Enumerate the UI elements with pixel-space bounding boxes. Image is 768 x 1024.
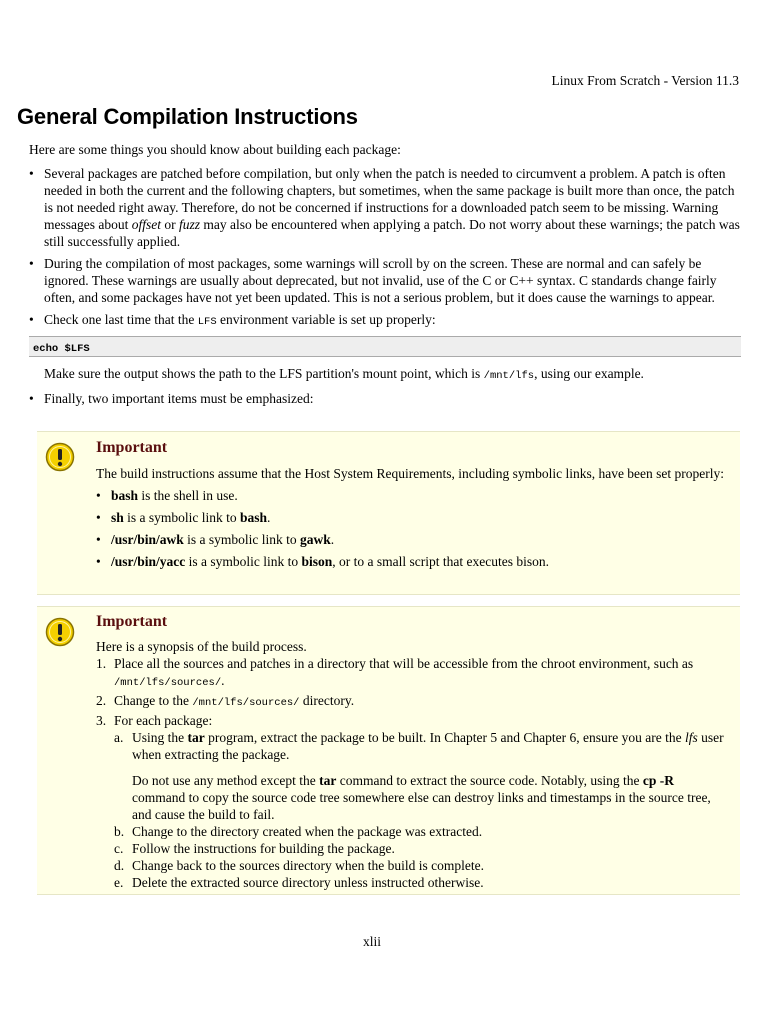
note-heading: Important bbox=[96, 613, 168, 630]
page-number: xlii bbox=[362, 934, 381, 949]
intro-text: Here are some things you should know about building each package: bbox=[29, 142, 401, 157]
running-header: Linux From Scratch - Version 11.3 bbox=[551, 73, 739, 88]
substep-item: a. Using the tar program, extract the package to be built. In Chapter 5 and Chapter 6, ensure you are the lfs user when extracting the package. Do not use any method except the tar command to extract the source code. Notably, using the cp -R command to copy the source code tree somewhere else can destroy links and timestamps in the source tree, and cause the build to fail. bbox=[114, 729, 730, 823]
bullet-dot: • bbox=[29, 391, 34, 406]
bullet-dot: • bbox=[29, 166, 34, 181]
instructions-list bbox=[29, 165, 741, 407]
step-item: 1. Place all the sources and patches in a directory that will be accessible from the chroot environment, such as /mnt/lfs/sources/. bbox=[96, 656, 694, 689]
substep-item: b. Change to the directory created when the package was extracted. bbox=[114, 824, 483, 839]
inline-code-lfs: LFS bbox=[197, 316, 217, 328]
important-note-build-synopsis bbox=[37, 606, 740, 895]
list-item: • sh is a symbolic link to bash. bbox=[96, 510, 271, 525]
substep-item: d. Change back to the sources directory when the build is complete. bbox=[114, 858, 485, 873]
page-title: General Compilation Instructions bbox=[17, 104, 358, 129]
package-substeps-list bbox=[114, 729, 730, 891]
list-item-warnings: • During the compilation of most packages, some warnings will scroll by on the screen. These are normal and can safely be ignored. These warnings are usually about deprecated, but not invalid, use of the C or C++ syntax. C standards change fairly often, and some packages have not yet been updated. This is not a serious problem, but it does cause the warnings to appear. bbox=[29, 256, 717, 305]
main-content bbox=[29, 141, 741, 412]
list-item: • bash is the shell in use. bbox=[96, 488, 238, 503]
note-heading: Important bbox=[96, 439, 168, 456]
step-item: 2. Change to the /mnt/lfs/sources/ directory. bbox=[96, 693, 355, 709]
bullet-dot: • bbox=[29, 256, 34, 271]
mount-point-note: Make sure the output shows the path to the LFS partition's mount point, which is /mnt/lfs, using our example. bbox=[44, 366, 644, 382]
list-item-check-lfs: • Check one last time that the LFS environment variable is set up properly: echo $LFS Make sure the output shows the path to the LFS partition's mount point, which is /mnt/lfs, using our example. bbox=[29, 311, 741, 385]
inline-code-path: /mnt/lfs/sources/ bbox=[114, 677, 222, 689]
list-item-important-items: • Finally, two important items must be emphasized: bbox=[29, 391, 314, 406]
substep-item: e. Delete the extracted source directory unless instructed otherwise. bbox=[114, 875, 484, 890]
warning-exclamation-icon bbox=[45, 442, 75, 472]
symlink-list bbox=[96, 487, 730, 570]
inline-code-path: /mnt/lfs bbox=[483, 370, 535, 382]
note-paragraph: The build instructions assume that the Host System Requirements, including symbolic links, have been set properly: bbox=[96, 466, 725, 481]
step-item: 3. For each package: a. Using the tar program, extract the package to be built. In Chapter 5 and Chapter 6, ensure you are the lfs user when extracting the package. Do not use any method except the tar command to extract the source code. Notably, using the cp -R command to copy the source code tree somewhere else can destroy links and timestamps in the source tree, and cause the build to fail. b. Change to the directory created when the package was extracted. c. Follow the instructions for building the package. d. Change back to the sources directory when the build is complete. e. Delete the extracted source directory unless instructed otherwise. bbox=[96, 712, 730, 891]
command-block bbox=[29, 336, 741, 357]
important-note-host-requirements bbox=[37, 431, 740, 595]
build-steps-list bbox=[96, 655, 730, 891]
command-text: echo $LFS bbox=[33, 343, 90, 355]
warning-exclamation-icon bbox=[45, 617, 75, 647]
list-item-patches: • Several packages are patched before compilation, but only when the patch is needed to circumvent a problem. A patch is often needed in both the current and the following chapters, but sometimes, when the same package is built more than once, the patch is not needed right away. Therefore, do not be concerned if instructions for a downloaded patch seem to be missing. Warning messages about offset or fuzz may also be encountered when applying a patch. Do not worry about these warnings; the patch was still successfully applied. bbox=[29, 166, 740, 249]
list-item: • /usr/bin/awk is a symbolic link to gawk. bbox=[96, 532, 335, 547]
tar-warning-paragraph: Do not use any method except the tar command to extract the source code. Notably, using the cp -R command to copy the source code tree somewhere else can destroy links and timestamps in the source tree, and cause the build to fail. bbox=[132, 773, 711, 822]
list-item: • /usr/bin/yacc is a symbolic link to bison, or to a small script that executes bison. bbox=[96, 554, 549, 569]
bullet-dot: • bbox=[29, 312, 34, 327]
inline-code-path: /mnt/lfs/sources/ bbox=[192, 697, 300, 709]
substep-item: c. Follow the instructions for building the package. bbox=[114, 841, 395, 856]
note-paragraph: Here is a synopsis of the build process. bbox=[96, 639, 307, 654]
